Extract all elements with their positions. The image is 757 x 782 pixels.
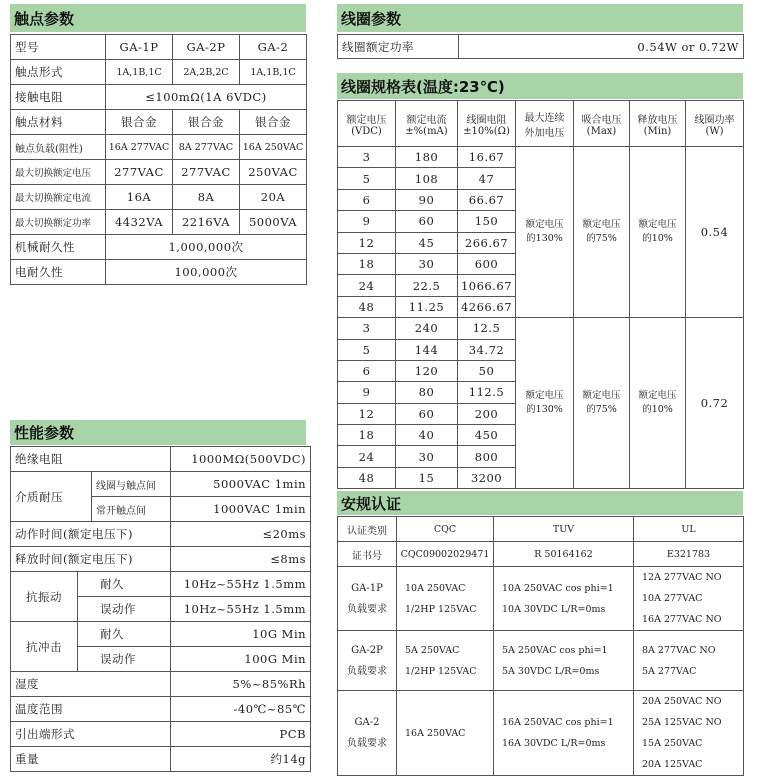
cert-ga2-label: GA-2 负载要求 — [338, 691, 397, 776]
coil-rated-voltage-cell: 3 — [338, 318, 396, 339]
material-ga1p: 银合金 — [106, 110, 173, 135]
coil-rated-current-cell: 108 — [396, 168, 458, 189]
header-rated-voltage: 额定电压 (VDC) — [338, 101, 396, 147]
temp-range-value: -40℃~85℃ — [171, 697, 311, 722]
coil-rated-voltage-cell: 6 — [338, 189, 396, 210]
coil-rated-current-cell: 11.25 — [396, 296, 458, 317]
cert-type-cqc: CQC — [397, 517, 494, 542]
contact-section-title: 触点参数 — [10, 4, 306, 32]
coil-spec-table — [337, 100, 744, 489]
max-power-ga1p: 4432VA — [106, 210, 173, 235]
cert-type-ul: UL — [634, 517, 744, 542]
coil-power-group-0: 0.54 — [686, 147, 744, 318]
coil-rated-voltage-cell: 5 — [338, 339, 396, 360]
coil-rated-current-cell: 22.5 — [396, 275, 458, 296]
cert-ga1p-ul: 12A 277VAC NO 10A 277VAC 16A 277VAC NO — [634, 567, 744, 631]
coil-rated-voltage-cell: 18 — [338, 425, 396, 446]
shock-malfunction-label: 误动作 — [78, 647, 171, 672]
model-ga1p: GA-1P — [106, 35, 173, 60]
shock-endurance-label: 耐久 — [78, 622, 171, 647]
resistance-label: 接触电阻 — [11, 85, 106, 110]
material-ga2p: 银合金 — [173, 110, 240, 135]
release-time-label: 释放时间(额定电压下) — [11, 547, 171, 572]
performance-table — [10, 446, 311, 772]
max-voltage-ga2p: 277VAC — [173, 160, 240, 185]
form-ga2: 1A,1B,1C — [240, 60, 307, 85]
shock-label: 抗冲击 — [11, 622, 78, 672]
cert-number-cqc: CQC09002029471 — [397, 542, 494, 567]
coil-rated-current-cell: 30 — [396, 446, 458, 467]
coil-coil-resistance-cell: 112.5 — [458, 382, 516, 403]
coil-rated-current-cell: 144 — [396, 339, 458, 360]
release-time-value: ≤8ms — [171, 547, 311, 572]
coil-rated-voltage-cell: 3 — [338, 147, 396, 168]
coil-spec-row — [338, 318, 744, 339]
coil-max-voltage-group-1: 额定电压 的130% — [516, 318, 574, 489]
humidity-value: 5%~85%Rh — [171, 672, 311, 697]
terminal-label: 引出端形式 — [11, 722, 171, 747]
operate-time-label: 动作时间(额定电压下) — [11, 522, 171, 547]
coil-rated-voltage-cell: 24 — [338, 446, 396, 467]
coil-coil-resistance-cell: 47 — [458, 168, 516, 189]
coil-release-voltage-group-1: 额定电压 的10% — [630, 318, 686, 489]
coil-pickup-voltage-group-0: 额定电压 的75% — [574, 147, 630, 318]
coil-pickup-voltage-group-1: 额定电压 的75% — [574, 318, 630, 489]
cert-number-ul: E321783 — [634, 542, 744, 567]
humidity-label: 湿度 — [11, 672, 171, 697]
coil-rated-current-cell: 15 — [396, 467, 458, 488]
coil-rated-voltage-cell: 9 — [338, 382, 396, 403]
coil-rated-current-cell: 240 — [396, 318, 458, 339]
performance-section-title: 性能参数 — [10, 420, 306, 445]
dielectric-coil-value: 5000VAC 1min — [171, 472, 311, 497]
header-rated-current: 额定电流 ±%(mA) — [396, 101, 458, 147]
mech-life-value: 1,000,000次 — [106, 235, 307, 260]
cert-ga1p-cqc: 10A 250VAC 1/2HP 125VAC — [397, 567, 494, 631]
coil-rated-current-cell: 45 — [396, 232, 458, 253]
cert-type-label: 认证类别 — [338, 517, 397, 542]
coil-coil-resistance-cell: 34.72 — [458, 339, 516, 360]
coil-rated-current-cell: 60 — [396, 403, 458, 424]
coil-coil-resistance-cell: 450 — [458, 425, 516, 446]
coil-coil-resistance-cell: 16.67 — [458, 147, 516, 168]
cert-ga2p-ul: 8A 277VAC NO 5A 277VAC — [634, 631, 744, 691]
coil-rated-voltage-cell: 9 — [338, 211, 396, 232]
model-label: 型号 — [11, 35, 106, 60]
operate-time-value: ≤20ms — [171, 522, 311, 547]
max-current-ga2p: 8A — [173, 185, 240, 210]
shock-endurance-value: 10G Min — [171, 622, 311, 647]
load-ga2: 16A 250VAC — [240, 135, 307, 160]
cert-ga1p-label: GA-1P 负载要求 — [338, 567, 397, 631]
max-voltage-label: 最大切换额定电压 — [11, 160, 106, 185]
cert-type-tuv: TUV — [494, 517, 634, 542]
coil-release-voltage-group-0: 额定电压 的10% — [630, 147, 686, 318]
cert-ga1p-tuv: 10A 250VAC cos phi=1 10A 30VDC L/R=0ms — [494, 567, 634, 631]
contact-table — [10, 34, 307, 285]
dielectric-open-label: 常开触点间 — [92, 497, 171, 522]
dielectric-label: 介质耐压 — [11, 472, 92, 522]
coil-max-voltage-group-0: 额定电压 的130% — [516, 147, 574, 318]
model-ga2: GA-2 — [240, 35, 307, 60]
cert-ga2p-label: GA-2P 负载要求 — [338, 631, 397, 691]
coil-coil-resistance-cell: 4266.67 — [458, 296, 516, 317]
terminal-value: PCB — [171, 722, 311, 747]
resistance-value: ≤100mΩ(1A 6VDC) — [106, 85, 307, 110]
load-ga1p: 16A 277VAC — [106, 135, 173, 160]
vibration-label: 抗振动 — [11, 572, 78, 622]
coil-rated-current-cell: 80 — [396, 382, 458, 403]
load-ga2p: 8A 277VAC — [173, 135, 240, 160]
header-release-voltage: 释放电压 (Min) — [630, 101, 686, 147]
coil-rated-current-cell: 40 — [396, 425, 458, 446]
header-coil-power: 线圈功率 (W) — [686, 101, 744, 147]
header-coil-resistance: 线圈电阻 ±10%(Ω) — [458, 101, 516, 147]
max-power-label: 最大切换额定功率 — [11, 210, 106, 235]
cert-ga2-tuv: 16A 250VAC cos phi=1 16A 30VDC L/R=0ms — [494, 691, 634, 776]
header-pickup-voltage: 吸合电压 (Max) — [574, 101, 630, 147]
elec-life-value: 100,000次 — [106, 260, 307, 285]
max-current-label: 最大切换额定电流 — [11, 185, 106, 210]
coil-coil-resistance-cell: 12.5 — [458, 318, 516, 339]
coil-rated-power-label: 线圈额定功率 — [338, 35, 459, 59]
coil-rated-current-cell: 30 — [396, 253, 458, 274]
coil-coil-resistance-cell: 1066.67 — [458, 275, 516, 296]
cert-ga2-cqc: 16A 250VAC — [397, 691, 494, 776]
weight-label: 重量 — [11, 747, 171, 772]
coil-rated-current-cell: 180 — [396, 147, 458, 168]
max-power-ga2: 5000VA — [240, 210, 307, 235]
model-ga2p: GA-2P — [173, 35, 240, 60]
cert-table — [337, 516, 744, 776]
coil-rated-voltage-cell: 18 — [338, 253, 396, 274]
vib-endurance-value: 10Hz~55Hz 1.5mm — [171, 572, 311, 597]
coil-coil-resistance-cell: 150 — [458, 211, 516, 232]
form-ga2p: 2A,2B,2C — [173, 60, 240, 85]
insulation-label: 绝缘电阻 — [11, 447, 171, 472]
max-voltage-ga1p: 277VAC — [106, 160, 173, 185]
coil-spec-row — [338, 147, 744, 168]
coil-coil-resistance-cell: 200 — [458, 403, 516, 424]
coil-power-group-1: 0.72 — [686, 318, 744, 489]
coil-rated-voltage-cell: 5 — [338, 168, 396, 189]
max-current-ga2: 20A — [240, 185, 307, 210]
cert-number-tuv: R 50164162 — [494, 542, 634, 567]
dielectric-coil-label: 线圈与触点间 — [92, 472, 171, 497]
cert-ga2p-tuv: 5A 250VAC cos phi=1 5A 30VDC L/R=0ms — [494, 631, 634, 691]
coil-coil-resistance-cell: 266.67 — [458, 232, 516, 253]
cert-section-title: 安规认证 — [337, 491, 743, 515]
temp-range-label: 温度范围 — [11, 697, 171, 722]
coil-coil-resistance-cell: 50 — [458, 360, 516, 381]
vib-malfunction-value: 10Hz~55Hz 1.5mm — [171, 597, 311, 622]
cert-ga2p-cqc: 5A 250VAC 1/2HP 125VAC — [397, 631, 494, 691]
coil-coil-resistance-cell: 600 — [458, 253, 516, 274]
header-max-continuous-voltage: 最大连续 外加电压 — [516, 101, 574, 147]
max-power-ga2p: 2216VA — [173, 210, 240, 235]
coil-rated-voltage-cell: 24 — [338, 275, 396, 296]
coil-rated-voltage-cell: 48 — [338, 296, 396, 317]
coil-rated-current-cell: 90 — [396, 189, 458, 210]
dielectric-open-value: 1000VAC 1min — [171, 497, 311, 522]
material-ga2: 银合金 — [240, 110, 307, 135]
coil-param-table — [337, 34, 744, 59]
elec-life-label: 电耐久性 — [11, 260, 106, 285]
shock-malfunction-value: 100G Min — [171, 647, 311, 672]
form-label: 触点形式 — [11, 60, 106, 85]
insulation-value: 1000MΩ(500VDC) — [171, 447, 311, 472]
coil-rated-voltage-cell: 12 — [338, 232, 396, 253]
vib-endurance-label: 耐久 — [78, 572, 171, 597]
coil-rated-power-value: 0.54W or 0.72W — [459, 35, 744, 59]
max-current-ga1p: 16A — [106, 185, 173, 210]
coil-rated-current-cell: 120 — [396, 360, 458, 381]
vib-malfunction-label: 误动作 — [78, 597, 171, 622]
coil-spec-section-title: 线圈规格表(温度:23℃) — [337, 73, 743, 99]
max-voltage-ga2: 250VAC — [240, 160, 307, 185]
cert-number-label: 证书号 — [338, 542, 397, 567]
coil-rated-voltage-cell: 48 — [338, 467, 396, 488]
coil-coil-resistance-cell: 3200 — [458, 467, 516, 488]
coil-rated-current-cell: 60 — [396, 211, 458, 232]
coil-param-section-title: 线圈参数 — [337, 4, 743, 32]
form-ga1p: 1A,1B,1C — [106, 60, 173, 85]
weight-value: 约14g — [171, 747, 311, 772]
material-label: 触点材料 — [11, 110, 106, 135]
cert-ga2-ul: 20A 250VAC NO 25A 125VAC NO 15A 250VAC 20A 125VAC — [634, 691, 744, 776]
coil-rated-voltage-cell: 12 — [338, 403, 396, 424]
coil-coil-resistance-cell: 800 — [458, 446, 516, 467]
mech-life-label: 机械耐久性 — [11, 235, 106, 260]
coil-coil-resistance-cell: 66.67 — [458, 189, 516, 210]
coil-rated-voltage-cell: 6 — [338, 360, 396, 381]
load-label: 触点负载(阻性) — [11, 135, 106, 160]
